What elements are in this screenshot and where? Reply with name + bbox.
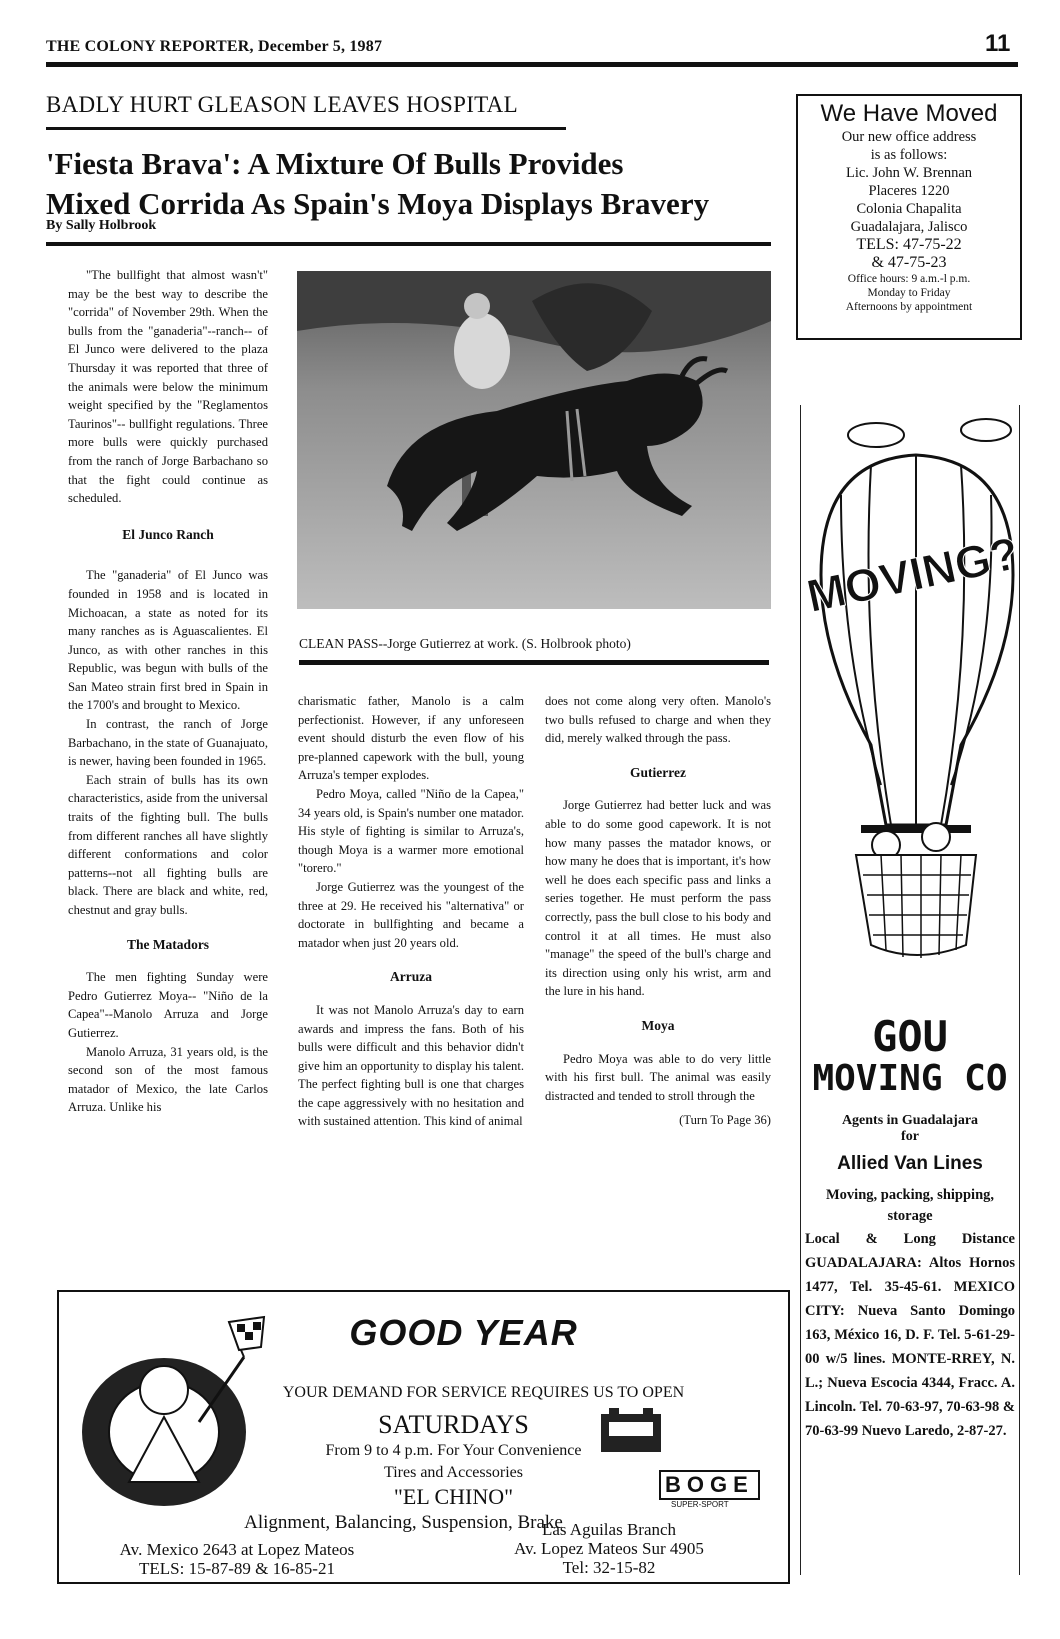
agents-line: Agents in Guadalajara xyxy=(841,1113,979,1128)
paragraph: Each strain of bulls has its own characteristics, aside from the universal traits of the fighting bull. The bulls from different ranches all have slightly different conformations and color patterns--not all fighting bulls are black. There are black and white, red, chestnut and gray bulls. xyxy=(68,772,268,917)
moved-line: TELS: 47-75-22 xyxy=(856,236,962,253)
subhead-matadors: The Matadors xyxy=(126,936,210,952)
paragraph: Jorge Gutierrez had better luck and was able to do some good capework. It is not how many passes the matador knows, or how many he does that is important, it's how well he does each specific pass and links a series together. He must perform the pass correctly, pass the bull close to his body and control it at all times. He must also "manage" the speed of the bull's charge and its direction using only his wrist, arm and the lure in his hand. xyxy=(545,798,771,999)
moved-title: We Have Moved xyxy=(820,100,998,127)
page-number: 11 xyxy=(985,30,1011,57)
moved-hours: Afternoons by appointment xyxy=(845,301,973,313)
goodyear-logo: GOOD YEAR xyxy=(349,1312,578,1353)
masthead-rule xyxy=(46,62,1018,67)
paragraph: "The bullfight that almost wasn't" may be the best way to describe the "corrida" of November 29th. When the bulls from the "ganaderia"--ranch-- of El Junco were delivered to the plaza Thursday it was reported that three of the animals were below the minimum weight specified by the "Reglamentos Taurinos"-- bullfight regulations. Three more bulls were quickly purchased from the ranch of Jorge Barbachano so that the fight could continue as scheduled. xyxy=(68,268,268,506)
paragraph: In contrast, the ranch of Jorge Barbachano, in the state of Guanajuato, is newer, having been founded in 1965. xyxy=(68,717,268,769)
article-column-3 xyxy=(545,692,771,1130)
goodyear-ad xyxy=(57,1290,790,1584)
paragraph: Manolo Arruza, 31 years old, is the second son of the most famous matador of Mexico, the late Carlos Arruza. Unlike his xyxy=(68,1044,268,1115)
ad-line-2: SATURDAYS xyxy=(378,1410,529,1439)
address-main xyxy=(87,1540,387,1578)
ad-line-3: From 9 to 4 p.m. For Your Convenience xyxy=(325,1442,582,1459)
moved-line: is as follows: xyxy=(870,147,948,163)
address-branch-line: Tel: 32-15-82 xyxy=(562,1558,656,1577)
company-name-line-2: MOVING CO xyxy=(812,1058,1008,1099)
paragraph: The "ganaderia" of El Junco was founded in 1958 and is located in Michoacan, a state as noted for its many ranches as is Aguascalientes. El Junco, as with other ranches in this Republic, was begun with bulls of the San Mateo strain first bred in Spain in the 1700's and brought to Mexico. xyxy=(68,568,268,713)
moved-line: Colonia Chapalita xyxy=(856,201,962,217)
headline-line-1: 'Fiesta Brava': A Mixture Of Bulls Provides xyxy=(46,146,624,181)
address-branch-line: Las Aguilas Branch xyxy=(541,1520,677,1539)
moved-line: Guadalajara, Jalisco xyxy=(850,219,968,235)
ad-line-4: Tires and Accessories xyxy=(384,1464,523,1481)
headline xyxy=(46,144,766,224)
ad-line-1: YOUR DEMAND FOR SERVICE REQUIRES US TO OPEN xyxy=(282,1384,685,1401)
paragraph: It was not Manolo Arruza's day to earn awards and impress the fans. Both of his bulls were difficult and this behavior didn't give him an opportunity to display his talent. The perfect fighting bull is one that charges the cape aggressively with no hesitation and with sustained attention. This kind of animal xyxy=(298,1002,524,1129)
address-branch xyxy=(479,1520,739,1577)
moved-line: Lic. John W. Brennan xyxy=(845,165,973,181)
ad-line-5: "EL CHINO" xyxy=(393,1484,514,1509)
address-main-line: Av. Mexico 2643 at Lopez Mateos xyxy=(119,1540,355,1559)
article-column-1 xyxy=(68,266,268,1117)
photo-caption: CLEAN PASS--Jorge Gutierrez at work. (S. Holbrook photo) xyxy=(299,636,631,651)
subhead-gutierrez: Gutierrez xyxy=(630,764,686,780)
subhead-moya: Moya xyxy=(641,1017,675,1033)
hot-air-balloon-illustration xyxy=(801,405,1019,1020)
byline: By Sally Holbrook xyxy=(46,218,157,233)
bullfight-illustration xyxy=(297,271,771,609)
subhead-arruza: Arruza xyxy=(390,969,432,985)
ad-line-6: Alignment, Balancing, Suspension, Brake xyxy=(244,1512,563,1533)
balloon-text: MOVING? xyxy=(802,526,1019,623)
address-branch-line: Av. Lopez Mateos Sur 4905 xyxy=(514,1539,704,1558)
paragraph: Jorge Gutierrez was the youngest of the three at 29. He received his "alternativa" or doctorate in bullfighting and became a matador when just 20 years old. xyxy=(298,879,524,950)
boge-logo: BOGE xyxy=(659,1470,760,1500)
moving-ad-addresses: Local & Long Distance GUADALAJARA: Altos Hornos 1477, Tel. 35-45-61. MEXICO CITY: Nueva Santo Domingo 163, México 16, D. F. Tel. 5-61-29-00 w/5 lines. MONTE-RREY, N. L.; Nueva Escocia 4344, Fracc. A. Lincoln. Tel. 70-63-97, 70-63-98 & 70-63-99 Nuevo Laredo, 2-87-27. xyxy=(805,1231,1015,1439)
paragraph: Pedro Moya, called "Niño de la Capea," 34 years old, is Spain's number one matador. His style of fighting is similar to Arruza's, though Moya is a warmer more emotional "torero." xyxy=(298,786,524,876)
company-name-line-1: GOU xyxy=(872,1012,948,1061)
for-line: for xyxy=(901,1129,919,1144)
moved-hours: Monday to Friday xyxy=(867,287,951,299)
kicker-rule xyxy=(46,127,566,130)
allied-van-lines: Allied Van Lines xyxy=(837,1153,983,1174)
headline-line-2: Mixed Corrida As Spain's Moya Displays Bravery xyxy=(46,186,710,221)
boge-subtitle: SUPER-SPORT xyxy=(671,1500,729,1509)
bullfight-photo xyxy=(297,271,771,609)
we-have-moved-box xyxy=(796,94,1022,340)
paragraph: charismatic father, Manolo is a calm perfectionist. However, if any unforeseen event should disturb the even flow of his pre-planned capework with the bull, young Arruza's temper explodes. xyxy=(298,694,524,783)
address-main-line: TELS: 15-87-89 & 16-85-21 xyxy=(139,1559,335,1578)
paragraph: does not come along very often. Manolo's two bulls refused to charge and when they did, merely walked through the pass. xyxy=(545,694,771,746)
paragraph: The men fighting Sunday were Pedro Gutierrez Moya-- "Niño de la Capea"--Manolo Arruza and Jorge Gutierrez. xyxy=(68,970,268,1040)
jump-line: (Turn To Page 36) xyxy=(679,1113,771,1128)
moved-line: & 47-75-23 xyxy=(871,254,947,271)
masthead-title: THE COLONY REPORTER, December 5, 1987 xyxy=(46,38,383,55)
services-line: Moving, packing, shipping, storage xyxy=(825,1187,995,1224)
paragraph: Pedro Moya was able to do very little with his first bull. The animal was easily distracted and tended to stroll through the xyxy=(545,1051,771,1103)
subhead-el-junco: El Junco Ranch xyxy=(122,526,214,542)
moved-line: Our new office address xyxy=(841,129,977,145)
battery-icon xyxy=(599,1404,663,1454)
article-column-2 xyxy=(298,692,524,1131)
headline-rule xyxy=(46,242,771,246)
kicker-headline: BADLY HURT GLEASON LEAVES HOSPITAL xyxy=(46,92,518,117)
caption-rule xyxy=(299,660,769,665)
moved-line: Placeres 1220 xyxy=(868,183,950,199)
moved-hours: Office hours: 9 a.m.-l p.m. xyxy=(847,273,971,285)
